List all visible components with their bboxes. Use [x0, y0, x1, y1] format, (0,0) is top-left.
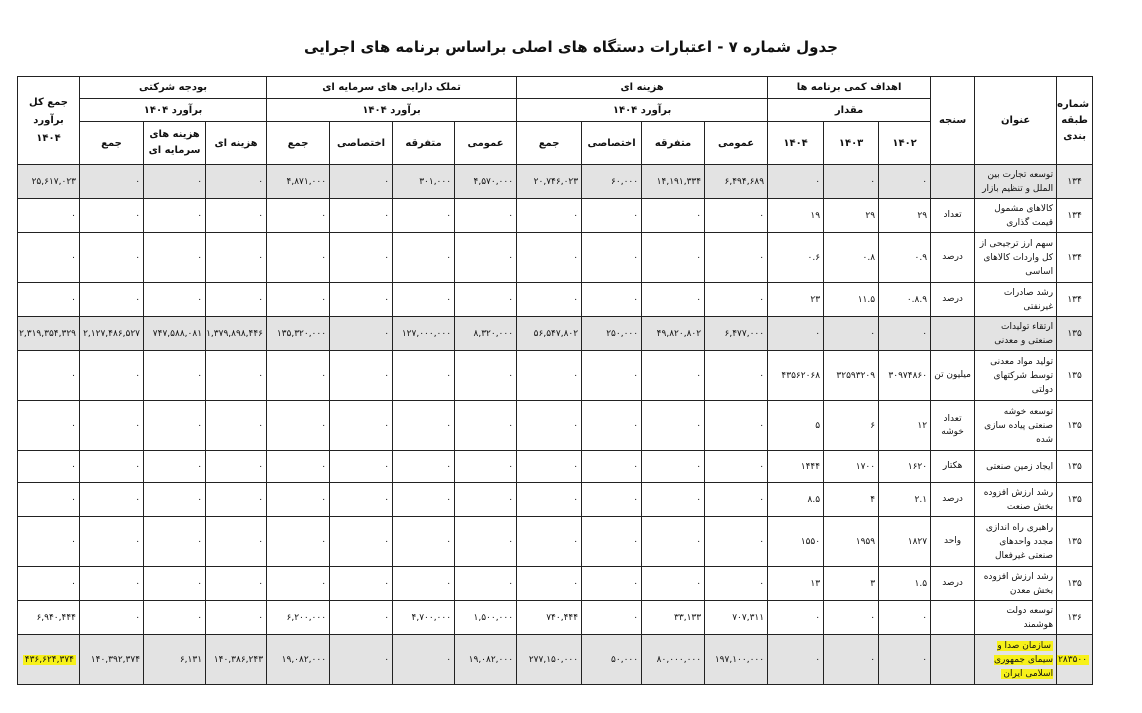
- cell-exp-sum: ۰: [517, 233, 582, 283]
- cell-cap-general: ۰: [455, 199, 517, 233]
- cell-exp-special: ۰: [582, 567, 642, 601]
- cell-exp-general: ۶,۴۹۴,۶۸۹: [705, 165, 768, 199]
- cell-cap-sum: ۰: [267, 517, 330, 567]
- cell-exp-misc: ۰: [642, 483, 705, 517]
- cell-name: راهبری راه اندازی مجدد واحدهای صنعتی غیرفعال: [975, 517, 1057, 567]
- cell-corp-expense: ۰: [206, 601, 267, 635]
- header-corporate-estimate: برآورد ۱۴۰۴: [80, 99, 267, 122]
- cell-total: ۰: [18, 451, 80, 483]
- header-cap-sum: جمع: [267, 122, 330, 165]
- cell-total: ۲,۳۱۹,۳۵۴,۳۲۹: [18, 317, 80, 351]
- cell-corp-capital: ۰: [144, 165, 206, 199]
- cell-year-1403: ۳۲۵۹۳۲۰۹: [824, 351, 879, 401]
- header-year-1404: ۱۴۰۴: [768, 122, 824, 165]
- header-expense-estimate: برآورد ۱۴۰۴: [517, 99, 768, 122]
- cell-cap-sum: ۰: [267, 483, 330, 517]
- cell-cap-general: ۱۹,۰۸۲,۰۰۰: [455, 635, 517, 685]
- cell-cap-misc: ۰: [393, 635, 455, 685]
- cell-name: رشد ارزش افزوده بخش معدن: [975, 567, 1057, 601]
- cell-exp-sum: ۵۶,۵۴۷,۸۰۲: [517, 317, 582, 351]
- cell-exp-sum: ۰: [517, 283, 582, 317]
- cell-year-1402: ۳۰۹۷۴۸۶۰: [879, 351, 931, 401]
- cell-corp-capital: ۰: [144, 517, 206, 567]
- cell-cap-general: ۱,۵۰۰,۰۰۰: [455, 601, 517, 635]
- cell-total: ۰: [18, 283, 80, 317]
- cell-exp-general: ۰: [705, 233, 768, 283]
- cell-corp-sum: ۰: [80, 165, 144, 199]
- cell-exp-sum: ۷۴۰,۴۴۴: [517, 601, 582, 635]
- cell-year-1403: ۶: [824, 401, 879, 451]
- cell-exp-misc: ۱۴,۱۹۱,۳۳۴: [642, 165, 705, 199]
- table-row: [18, 165, 1093, 199]
- cell-name: توسعه خوشه صنعتی پیاده سازی شده: [975, 401, 1057, 451]
- cell-cap-misc: ۰: [393, 401, 455, 451]
- cell-cap-general: ۰: [455, 517, 517, 567]
- cell-corp-expense: ۰: [206, 165, 267, 199]
- cell-exp-general: ۰: [705, 351, 768, 401]
- highlighted-text: سازمان صدا و سیمای جمهوری اسلامی ایران: [994, 640, 1054, 679]
- cell-year-1402: ۰: [879, 635, 931, 685]
- cell-code: ۱۳۵: [1057, 517, 1093, 567]
- table-row: [18, 451, 1093, 483]
- cell-corp-capital: ۶,۱۳۱: [144, 635, 206, 685]
- cell-exp-special: ۰: [582, 401, 642, 451]
- cell-cap-misc: ۰: [393, 199, 455, 233]
- cell-corp-expense: ۰: [206, 233, 267, 283]
- cell-year-1404: ۸.۵: [768, 483, 824, 517]
- cell-exp-special: ۶۰,۰۰۰: [582, 165, 642, 199]
- header-exp-special: اختصاصی: [582, 122, 642, 165]
- cell-cap-misc: ۰: [393, 283, 455, 317]
- cell-total: ۲۵,۶۱۷,۰۲۳: [18, 165, 80, 199]
- cell-exp-misc: ۰: [642, 199, 705, 233]
- table-row: [18, 517, 1093, 567]
- cell-total: ۰: [18, 517, 80, 567]
- cell-unit: [931, 317, 975, 351]
- header-unit: سنجه: [931, 77, 975, 165]
- cell-year-1403: ۲۹: [824, 199, 879, 233]
- cell-corp-expense: ۱۴۰,۳۸۶,۲۴۳: [206, 635, 267, 685]
- cell-year-1404: ۴۳۵۶۲۰۶۸: [768, 351, 824, 401]
- header-exp-misc: متفرقه: [642, 122, 705, 165]
- cell-cap-misc: ۴,۷۰۰,۰۰۰: [393, 601, 455, 635]
- cell-year-1403: ۰: [824, 317, 879, 351]
- cell-cap-sum: ۰: [267, 567, 330, 601]
- cell-year-1403: ۴: [824, 483, 879, 517]
- budget-table: [17, 76, 1093, 685]
- cell-year-1404: ۰.۶: [768, 233, 824, 283]
- cell-exp-misc: ۰: [642, 351, 705, 401]
- cell-unit: میلیون تن: [931, 351, 975, 401]
- cell-code: ۱۳۵: [1057, 351, 1093, 401]
- cell-year-1403: ۱۷۰۰: [824, 451, 879, 483]
- cell-total: ۰: [18, 567, 80, 601]
- cell-exp-misc: ۰: [642, 283, 705, 317]
- cell-cap-special: ۰: [330, 451, 393, 483]
- cell-exp-misc: ۰: [642, 233, 705, 283]
- cell-corp-expense: ۰: [206, 401, 267, 451]
- cell-total: ۰: [18, 199, 80, 233]
- table-row: [18, 317, 1093, 351]
- cell-cap-special: ۰: [330, 601, 393, 635]
- cell-corp-capital: ۷۴۷,۵۸۸,۰۸۱: [144, 317, 206, 351]
- cell-cap-special: ۰: [330, 567, 393, 601]
- cell-total: [18, 635, 80, 685]
- cell-cap-special: ۰: [330, 199, 393, 233]
- cell-exp-general: ۶,۴۷۷,۰۰۰: [705, 317, 768, 351]
- cell-corp-expense: ۰: [206, 351, 267, 401]
- cell-exp-general: ۱۹۷,۱۰۰,۰۰۰: [705, 635, 768, 685]
- cell-exp-special: ۲۵۰,۰۰۰: [582, 317, 642, 351]
- cell-corp-capital: ۰: [144, 351, 206, 401]
- cell-year-1404: ۰: [768, 165, 824, 199]
- header-capital-group: تملک دارایی های سرمایه ای: [267, 77, 517, 99]
- cell-name: تولید مواد معدنی توسط شرکتهای دولتی: [975, 351, 1057, 401]
- table-row: [18, 199, 1093, 233]
- cell-exp-sum: ۰: [517, 451, 582, 483]
- cell-total: ۰: [18, 483, 80, 517]
- cell-exp-sum: ۰: [517, 483, 582, 517]
- header-cap-special: اختصاصی: [330, 122, 393, 165]
- cell-exp-general: ۷۰۷,۳۱۱: [705, 601, 768, 635]
- cell-exp-special: ۰: [582, 601, 642, 635]
- cell-cap-misc: ۱۲۷,۰۰۰,۰۰۰: [393, 317, 455, 351]
- cell-cap-special: ۰: [330, 351, 393, 401]
- cell-cap-sum: ۴,۸۷۱,۰۰۰: [267, 165, 330, 199]
- cell-exp-special: ۰: [582, 351, 642, 401]
- cell-year-1404: ۰: [768, 317, 824, 351]
- cell-code: ۱۳۶: [1057, 601, 1093, 635]
- cell-code: ۱۳۵: [1057, 401, 1093, 451]
- cell-cap-sum: ۰: [267, 283, 330, 317]
- header-corp-sum: جمع: [80, 122, 144, 165]
- cell-year-1402: ۱۸۲۷: [879, 517, 931, 567]
- cell-corp-capital: ۰: [144, 567, 206, 601]
- cell-exp-sum: ۲۷۷,۱۵۰,۰۰۰: [517, 635, 582, 685]
- cell-cap-general: ۰: [455, 283, 517, 317]
- cell-year-1403: ۰: [824, 635, 879, 685]
- header-grand-total: جمع کل برآورد ۱۴۰۴: [18, 77, 80, 165]
- cell-year-1402: ۲۹: [879, 199, 931, 233]
- cell-name: سهم ارز ترجیحی از کل واردات کالاهای اساسی: [975, 233, 1057, 283]
- header-year-1402: ۱۴۰۲: [879, 122, 931, 165]
- cell-corp-sum: ۰: [80, 199, 144, 233]
- cell-corp-capital: ۰: [144, 601, 206, 635]
- cell-name: توسعه تجارت بین الملل و تنظیم بازار: [975, 165, 1057, 199]
- cell-unit: درصد: [931, 233, 975, 283]
- cell-year-1403: ۳: [824, 567, 879, 601]
- cell-name: [975, 635, 1057, 685]
- cell-cap-misc: ۰: [393, 517, 455, 567]
- cell-year-1404: ۰: [768, 601, 824, 635]
- header-amount: مقدار: [768, 99, 931, 122]
- cell-exp-misc: ۰: [642, 517, 705, 567]
- cell-year-1404: ۱۵۵۰: [768, 517, 824, 567]
- cell-exp-general: ۰: [705, 517, 768, 567]
- cell-year-1404: ۲۳: [768, 283, 824, 317]
- cell-cap-general: ۰: [455, 351, 517, 401]
- header-year-1403: ۱۴۰۳: [824, 122, 879, 165]
- cell-total: ۰: [18, 401, 80, 451]
- cell-cap-general: ۰: [455, 401, 517, 451]
- cell-cap-sum: ۰: [267, 351, 330, 401]
- cell-exp-sum: ۰: [517, 199, 582, 233]
- header-exp-sum: جمع: [517, 122, 582, 165]
- document-title: جدول شماره ۷ - اعتبارات دستگاه های اصلی براساس برنامه های اجرایی: [303, 38, 838, 56]
- cell-exp-special: ۰: [582, 199, 642, 233]
- header-corporate-group: بودجه شرکتی: [80, 77, 267, 99]
- cell-exp-special: ۵۰,۰۰۰: [582, 635, 642, 685]
- cell-cap-special: ۰: [330, 635, 393, 685]
- cell-exp-misc: ۰: [642, 401, 705, 451]
- cell-exp-sum: ۲۰,۷۴۶,۰۲۳: [517, 165, 582, 199]
- cell-unit: تعداد: [931, 199, 975, 233]
- cell-total: ۰: [18, 233, 80, 283]
- cell-code: ۱۳۵: [1057, 567, 1093, 601]
- cell-year-1403: ۰: [824, 601, 879, 635]
- cell-cap-special: ۰: [330, 317, 393, 351]
- header-corp-expense: هزینه ای: [206, 122, 267, 165]
- cell-name: ارتقاء تولیدات صنعتی و معدنی: [975, 317, 1057, 351]
- cell-exp-misc: ۸۰,۰۰۰,۰۰۰: [642, 635, 705, 685]
- cell-unit: [931, 601, 975, 635]
- cell-total: ۶,۹۴۰,۴۴۴: [18, 601, 80, 635]
- cell-year-1404: ۱۳: [768, 567, 824, 601]
- header-corp-capital: هزینه های سرمایه ای: [144, 122, 206, 165]
- cell-corp-expense: ۰: [206, 483, 267, 517]
- cell-corp-sum: ۰: [80, 483, 144, 517]
- highlighted-text: ۲۸۳۵۰۰: [1058, 654, 1088, 665]
- cell-exp-general: ۰: [705, 483, 768, 517]
- table-body: [18, 165, 1093, 685]
- cell-cap-misc: ۰: [393, 351, 455, 401]
- cell-corp-capital: ۰: [144, 233, 206, 283]
- table-row: [18, 601, 1093, 635]
- header-name: عنوان: [975, 77, 1057, 165]
- cell-corp-expense: ۰: [206, 199, 267, 233]
- cell-corp-sum: ۰: [80, 517, 144, 567]
- cell-cap-sum: ۰: [267, 233, 330, 283]
- cell-corp-sum: ۰: [80, 451, 144, 483]
- cell-corp-capital: ۰: [144, 199, 206, 233]
- cell-corp-sum: ۲,۱۲۷,۴۸۶,۵۲۷: [80, 317, 144, 351]
- cell-cap-sum: ۶,۲۰۰,۰۰۰: [267, 601, 330, 635]
- cell-cap-misc: ۰: [393, 451, 455, 483]
- cell-year-1402: ۰: [879, 601, 931, 635]
- cell-year-1403: ۱۱.۵: [824, 283, 879, 317]
- cell-code: ۱۳۴: [1057, 199, 1093, 233]
- table-row: [18, 401, 1093, 451]
- cell-cap-general: ۰: [455, 451, 517, 483]
- cell-exp-misc: ۴۹,۸۲۰,۸۰۲: [642, 317, 705, 351]
- cell-year-1402: ۲.۱: [879, 483, 931, 517]
- cell-year-1403: ۰: [824, 165, 879, 199]
- highlighted-text: ۴۳۶,۶۲۴,۳۷۴: [24, 654, 74, 665]
- cell-code: [1057, 635, 1093, 685]
- cell-cap-sum: ۰: [267, 451, 330, 483]
- table-row: [18, 567, 1093, 601]
- cell-year-1404: ۰: [768, 635, 824, 685]
- cell-cap-special: ۰: [330, 483, 393, 517]
- cell-name: ایجاد زمین صنعتی: [975, 451, 1057, 483]
- cell-year-1404: ۱۹: [768, 199, 824, 233]
- cell-cap-general: ۰: [455, 483, 517, 517]
- cell-cap-special: ۰: [330, 165, 393, 199]
- cell-year-1404: ۱۴۴۴: [768, 451, 824, 483]
- cell-corp-expense: ۰: [206, 451, 267, 483]
- cell-cap-general: ۰: [455, 567, 517, 601]
- cell-corp-expense: ۰: [206, 567, 267, 601]
- header-cap-general: عمومی: [455, 122, 517, 165]
- cell-total: ۰: [18, 351, 80, 401]
- cell-exp-general: ۰: [705, 199, 768, 233]
- cell-name: رشد ارزش افزوده بخش صنعت: [975, 483, 1057, 517]
- cell-code: ۱۳۴: [1057, 283, 1093, 317]
- cell-cap-sum: ۰: [267, 199, 330, 233]
- cell-unit: [931, 165, 975, 199]
- header-capital-estimate: برآورد ۱۴۰۴: [267, 99, 517, 122]
- header-targets-group: اهداف کمی برنامه ها: [768, 77, 931, 99]
- cell-cap-general: ۰: [455, 233, 517, 283]
- cell-corp-sum: ۰: [80, 567, 144, 601]
- cell-cap-general: ۴,۵۷۰,۰۰۰: [455, 165, 517, 199]
- cell-corp-expense: ۱,۳۷۹,۸۹۸,۴۴۶: [206, 317, 267, 351]
- cell-unit: تعداد خوشه: [931, 401, 975, 451]
- cell-year-1404: ۵: [768, 401, 824, 451]
- cell-exp-general: ۰: [705, 283, 768, 317]
- cell-cap-sum: ۱۳۵,۳۲۰,۰۰۰: [267, 317, 330, 351]
- cell-unit: درصد: [931, 483, 975, 517]
- cell-unit: درصد: [931, 283, 975, 317]
- cell-unit: درصد: [931, 567, 975, 601]
- cell-exp-misc: ۰: [642, 451, 705, 483]
- cell-exp-special: ۰: [582, 283, 642, 317]
- cell-exp-sum: ۰: [517, 401, 582, 451]
- cell-cap-special: ۰: [330, 517, 393, 567]
- cell-cap-special: ۰: [330, 283, 393, 317]
- cell-exp-special: ۰: [582, 451, 642, 483]
- cell-name: توسعه دولت هوشمند: [975, 601, 1057, 635]
- cell-corp-sum: ۰: [80, 283, 144, 317]
- cell-cap-misc: ۰: [393, 233, 455, 283]
- cell-exp-special: ۰: [582, 517, 642, 567]
- table-row: [18, 483, 1093, 517]
- cell-exp-sum: ۰: [517, 351, 582, 401]
- header-exp-general: عمومی: [705, 122, 768, 165]
- cell-exp-sum: ۰: [517, 567, 582, 601]
- cell-cap-sum: ۱۹,۰۸۲,۰۰۰: [267, 635, 330, 685]
- cell-exp-special: ۰: [582, 233, 642, 283]
- cell-code: ۱۳۵: [1057, 451, 1093, 483]
- cell-corp-capital: ۰: [144, 451, 206, 483]
- cell-cap-sum: ۰: [267, 401, 330, 451]
- header-code: شماره طبقه بندی: [1057, 77, 1093, 165]
- cell-corp-capital: ۰: [144, 483, 206, 517]
- cell-code: ۱۳۴: [1057, 165, 1093, 199]
- cell-year-1402: ۱.۵: [879, 567, 931, 601]
- cell-corp-sum: ۰: [80, 601, 144, 635]
- cell-corp-sum: ۰: [80, 401, 144, 451]
- cell-year-1403: ۰.۸: [824, 233, 879, 283]
- table-row: [18, 635, 1093, 685]
- cell-cap-general: ۸,۳۲۰,۰۰۰: [455, 317, 517, 351]
- header-cap-misc: متفرقه: [393, 122, 455, 165]
- header-expense-group: هزینه ای: [517, 77, 768, 99]
- cell-corp-expense: ۰: [206, 517, 267, 567]
- cell-year-1402: ۰: [879, 165, 931, 199]
- cell-name: رشد صادرات غیرنفتی: [975, 283, 1057, 317]
- cell-name: کالاهای مشمول قیمت گذاری: [975, 199, 1057, 233]
- cell-corp-capital: ۰: [144, 283, 206, 317]
- cell-cap-special: ۰: [330, 401, 393, 451]
- cell-corp-sum: ۰: [80, 233, 144, 283]
- cell-code: ۱۳۵: [1057, 483, 1093, 517]
- cell-exp-general: ۰: [705, 451, 768, 483]
- cell-cap-misc: ۰: [393, 483, 455, 517]
- cell-code: ۱۳۴: [1057, 233, 1093, 283]
- cell-unit: هکتار: [931, 451, 975, 483]
- cell-exp-sum: ۰: [517, 517, 582, 567]
- cell-year-1402: ۰: [879, 317, 931, 351]
- cell-corp-capital: ۰: [144, 401, 206, 451]
- cell-year-1402: ۰.۸.۹: [879, 283, 931, 317]
- cell-exp-general: ۰: [705, 401, 768, 451]
- cell-corp-sum: ۰: [80, 351, 144, 401]
- cell-year-1403: ۱۹۵۹: [824, 517, 879, 567]
- cell-cap-misc: ۰: [393, 567, 455, 601]
- table-row: [18, 283, 1093, 317]
- cell-unit: واحد: [931, 517, 975, 567]
- cell-corp-sum: ۱۴۰,۳۹۲,۳۷۴: [80, 635, 144, 685]
- cell-cap-misc: ۳۰۱,۰۰۰: [393, 165, 455, 199]
- cell-exp-special: ۰: [582, 483, 642, 517]
- cell-exp-misc: ۰: [642, 567, 705, 601]
- cell-unit: [931, 635, 975, 685]
- cell-year-1402: ۰.۹: [879, 233, 931, 283]
- cell-code: ۱۳۵: [1057, 317, 1093, 351]
- cell-year-1402: ۱۲: [879, 401, 931, 451]
- table-row: [18, 233, 1093, 283]
- table-row: [18, 351, 1093, 401]
- cell-cap-special: ۰: [330, 233, 393, 283]
- cell-year-1402: ۱۶۲۰: [879, 451, 931, 483]
- cell-exp-misc: ۳۳,۱۳۳: [642, 601, 705, 635]
- cell-exp-general: ۰: [705, 567, 768, 601]
- cell-corp-expense: ۰: [206, 283, 267, 317]
